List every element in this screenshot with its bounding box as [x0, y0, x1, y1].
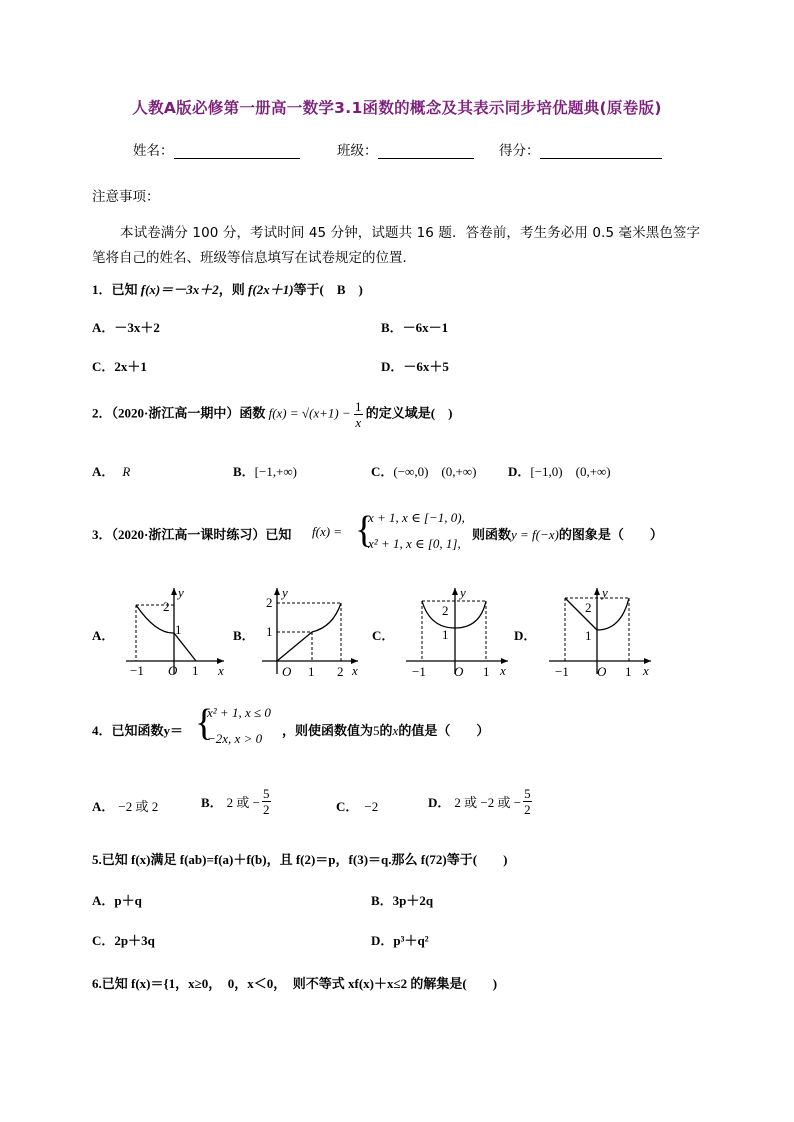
q4-option-b[interactable]: B． 2 或 − $\frac{5}{2}$	[201, 786, 270, 817]
tick-2: 2	[266, 595, 273, 610]
tick-1: 1	[266, 624, 273, 639]
q2-formula: f(x) = √(x+1) −	[268, 405, 355, 421]
q3-brace: {	[355, 509, 374, 551]
question-3-stem: 3．（2020·浙江高一课时练习）已知	[92, 527, 292, 542]
name-blank[interactable]	[174, 145, 300, 159]
q5-option-d[interactable]: D．p³＋q²	[371, 933, 429, 948]
origin: O	[168, 663, 178, 678]
q3-option-a-label[interactable]: A．	[92, 628, 115, 643]
curve	[422, 601, 486, 628]
tick-1: 1	[483, 664, 490, 679]
tick-neg1: −1	[412, 664, 426, 679]
notice-line-2: 笔将自己的姓名、班级等信息填写在试卷规定的位置．	[92, 250, 416, 266]
x-label: x	[500, 663, 506, 678]
origin: O	[282, 664, 292, 679]
question-1-stem: 1．已知 f(x)＝－3x＋2，则 f(2x＋1)等于( B )	[92, 282, 363, 297]
class-field	[337, 139, 474, 159]
segment	[565, 598, 597, 630]
q5-option-c[interactable]: C．2p＋3q	[92, 933, 155, 948]
y-arrow	[452, 588, 458, 595]
graph-d[interactable]	[543, 582, 655, 682]
graph-a[interactable]	[120, 582, 228, 682]
graph-b[interactable]	[258, 582, 368, 682]
tick-1: 1	[442, 627, 449, 642]
y-label: y	[602, 585, 608, 600]
q1-option-a[interactable]: A．－3x＋2	[92, 320, 160, 335]
question-2-stem: 2．（2020·浙江高一期中）函数 f(x) = √(x+1) − $\frac{1}{x}$ 的定义域是( )	[92, 399, 453, 430]
score-field	[499, 139, 662, 159]
class-blank[interactable]	[378, 145, 474, 159]
tick-neg1: −1	[130, 663, 144, 678]
tick-neg1: −1	[555, 664, 569, 679]
score-blank[interactable]	[540, 145, 662, 159]
q2-option-a[interactable]: A． R	[92, 464, 131, 479]
x-label: x	[643, 663, 649, 678]
name-field	[133, 139, 300, 159]
segment	[277, 632, 312, 661]
page-title: 人教A版必修第一册高一数学3.1函数的概念及其表示同步培优题典(原卷版)	[132, 99, 662, 117]
y-arrow	[171, 588, 177, 595]
q2-option-d[interactable]: D．[−1,0) (0,+∞)	[508, 464, 611, 479]
y-label: y	[282, 585, 288, 600]
question-5-stem: 5.已知 f(x)满足 f(ab)=f(a)＋f(b)，且 f(2)＝p，f(3)＝q.那么 f(72)等于( )	[92, 852, 508, 867]
q2-fraction: $\frac{1}{x}$	[355, 399, 362, 430]
y-arrow	[274, 588, 280, 595]
segment	[174, 633, 196, 661]
tick-2: 2	[337, 664, 344, 679]
q1-option-b[interactable]: B．－6x－1	[381, 320, 449, 335]
tick-1: 1	[308, 664, 315, 679]
origin: O	[454, 664, 464, 679]
notice-line-1: 本试卷满分 100 分，考试时间 45 分钟，试题共 16 题．答卷前，考生务必用 0.5 毫米黑色签字	[120, 225, 701, 241]
y-label: y	[178, 585, 184, 600]
class-label: 班级：	[337, 143, 378, 159]
q5-option-a[interactable]: A．p＋q	[92, 893, 142, 908]
tick-2: 2	[442, 603, 449, 618]
tick-1: 1	[175, 622, 182, 637]
tick-1: 1	[625, 664, 632, 679]
q1-option-d[interactable]: D．－6x＋5	[381, 359, 449, 374]
y-label: y	[460, 585, 466, 600]
x-label: x	[352, 663, 358, 678]
q3-option-d-label[interactable]: D．	[514, 628, 537, 643]
q4-option-d[interactable]: D． 2 或 −2 或 − $\frac{5}{2}$	[428, 786, 531, 817]
score-label: 得分：	[499, 143, 540, 159]
q2-option-c[interactable]: C．(−∞,0) (0,+∞)	[371, 464, 477, 479]
q4-option-a[interactable]: A． −2 或 2	[92, 799, 159, 814]
y-arrow	[594, 588, 600, 595]
x-label: x	[218, 663, 224, 678]
q1-option-c[interactable]: C．2x＋1	[92, 359, 147, 374]
tick-1: 1	[192, 663, 199, 678]
q4-brace: {	[195, 702, 214, 744]
tick-2: 2	[163, 599, 170, 614]
curve	[312, 603, 341, 632]
question-6-stem: 6.已知 f(x)＝{1，x≥0， 0，x＜0， 则不等式 xf(x)＋x≤2 的解集是( )	[92, 976, 498, 991]
tick-2: 2	[585, 600, 592, 615]
graph-c[interactable]	[400, 582, 512, 682]
q5-option-b[interactable]: B．3p＋2q	[371, 893, 434, 908]
q4-option-c[interactable]: C． −2	[336, 799, 379, 814]
q3-option-c-label[interactable]: C．	[372, 628, 395, 643]
q3-option-b-label[interactable]: B．	[233, 628, 255, 643]
name-label: 姓名：	[133, 143, 174, 159]
q2-option-b[interactable]: B．[−1,+∞)	[233, 464, 298, 479]
question-4-stem: 4．已知函数y＝ { x² + 1, x ≤ 0 −2x, x > 0 ，则使函数值为5的x的值是（ ）	[92, 702, 490, 746]
curve	[597, 598, 629, 630]
tick-1: 1	[585, 628, 592, 643]
origin: O	[597, 664, 607, 679]
notice-heading: 注意事项：	[92, 189, 160, 205]
